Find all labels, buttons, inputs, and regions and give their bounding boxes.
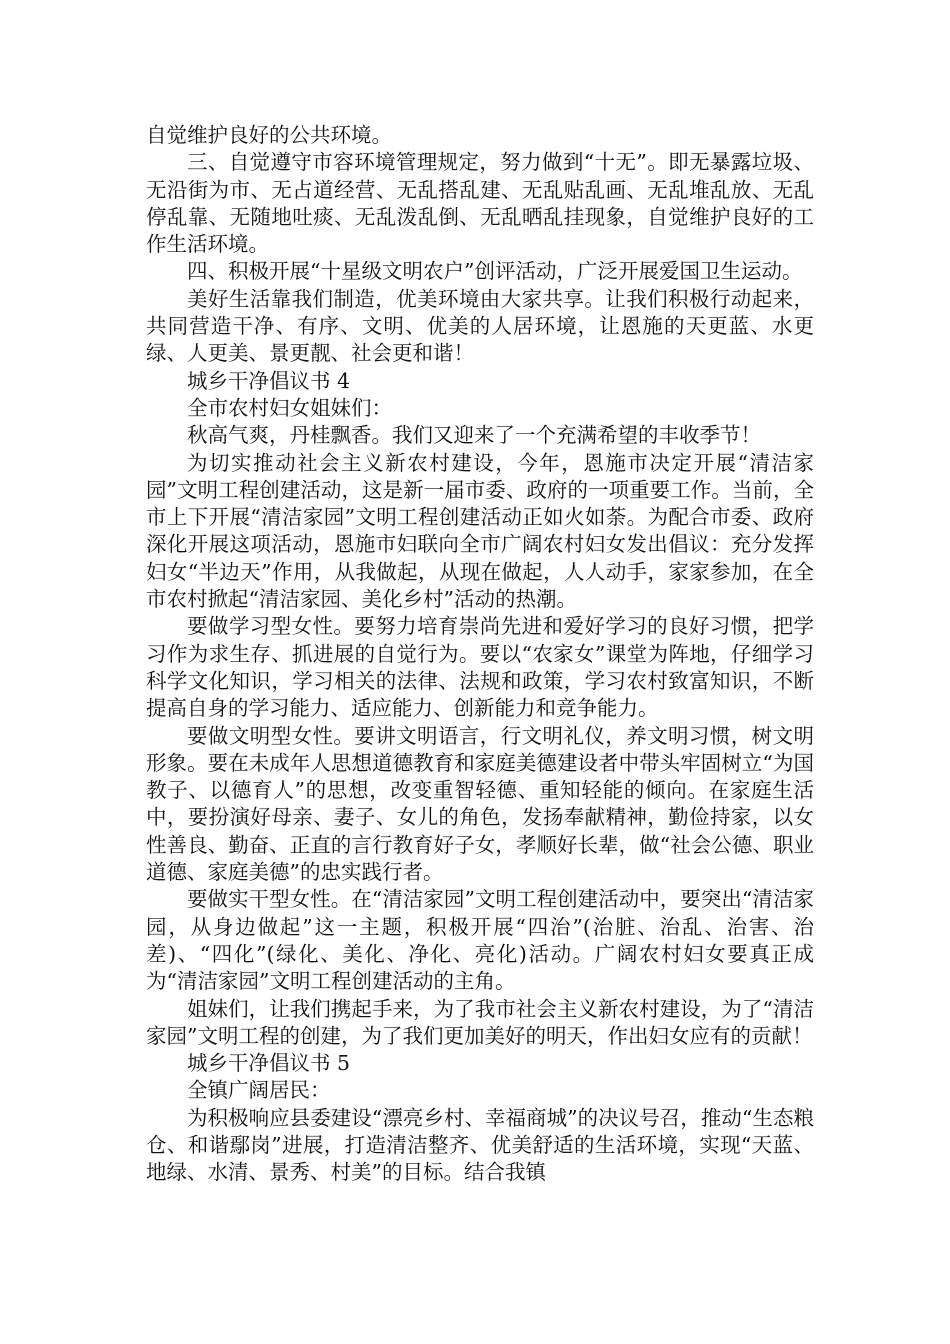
document-body	[146, 122, 814, 1187]
paragraph: 为切实推动社会主义新农村建设，今年，恩施市决定开展“清洁家园”文明工程创建活动，这是新一届市委、政府的一项重要工作。当前，全市上下开展“清洁家园”文明工程创建活动正如火如荼。为配合市委、政府深化开展这项活动，恩施市妇联向全市广阔农村妇女发出倡议：充分发挥妇女“半边天”作用，从我做起，从现在做起，人人动手，家家参加，在全市农村掀起“清洁家园、美化乡村”活动的热潮。	[146, 450, 814, 612]
paragraph: 姐妹们，让我们携起手来，为了我市社会主义新农村建设，为了“清洁家园”文明工程的创建，为了我们更加美好的明天，作出妇女应有的贡献！	[146, 996, 814, 1048]
paragraph: 要做学习型女性。要努力培育崇尚先进和爱好学习的良好习惯，把学习作为求生存、抓进展的自觉行为。要以“农家女”课堂为阵地，仔细学习科学文化知识，学习相关的法律、法规和政策，学习农村致富知识，不断提高自身的学习能力、适应能力、创新能力和竞争能力。	[146, 614, 814, 721]
paragraph: 要做文明型女性。要讲文明语言，行文明礼仪，养文明习惯，树文明形象。要在未成年人思想道德教育和家庭美德建设者中带头牢固树立“为国教子、以德育人”的思想，改变重智轻德、重知轻能的倾向。在家庭生活中，要扮演好母亲、妻子、女儿的角色，发扬奉献精神，勤俭持家，以女性善良、勤奋、正直的言行教育好子女，孝顺好长辈，做“社会公德、职业道德、家庭美德”的忠实践行者。	[146, 723, 814, 885]
paragraph: 秋高气爽，丹桂飘香。我们又迎来了一个充满希望的丰收季节！	[187, 423, 761, 448]
paragraph: 要做实干型女性。在“清洁家园”文明工程创建活动中，要突出“清洁家园，从身边做起”这一主题，积极开展“四治”(治脏、治乱、治害、治差)、“四化”(绿化、美化、净化、亮化)活动。广阔农村妇女要真正成为“清洁家园”文明工程创建活动的主角。	[146, 887, 814, 994]
salutation: 全市农村妇女姐妹们：	[187, 395, 392, 420]
paragraph: 自觉维护良好的公共环境。	[146, 123, 392, 147]
paragraph: 美好生活靠我们制造，优美环境由大家共享。让我们积极行动起来，共同营造干净、有序、文明、优美的人居环境，让恩施的天更蓝、水更绿、人更美、景更靓、社会更和谐！	[146, 286, 814, 366]
paragraph: 四、积极开展“十星级文明农户”创评活动，广泛开展爱国卫生运动。	[187, 259, 803, 284]
paragraph: 为积极响应县委建设“漂亮乡村、幸福商城”的决议号召，推动“生态粮仓、和谐鄢岗”进展，打造清洁整齐、优美舒适的生活环境，实现“天蓝、地绿、水清、景秀、村美”的目标。结合我镇	[146, 1105, 814, 1185]
section-heading: 城乡干净倡议书 5	[187, 1051, 351, 1076]
salutation: 全镇广阔居民：	[187, 1078, 331, 1103]
section-heading: 城乡干净倡议书 4	[187, 368, 351, 393]
paragraph: 三、自觉遵守市容环境管理规定，努力做到“十无”。即无暴露垃圾、无沿街为市、无占道经营、无乱搭乱建、无乱贴乱画、无乱堆乱放、无乱停乱靠、无随地吐痰、无乱泼乱倒、无乱晒乱挂现象，自觉维护良好的工作生活环境。	[146, 150, 814, 257]
